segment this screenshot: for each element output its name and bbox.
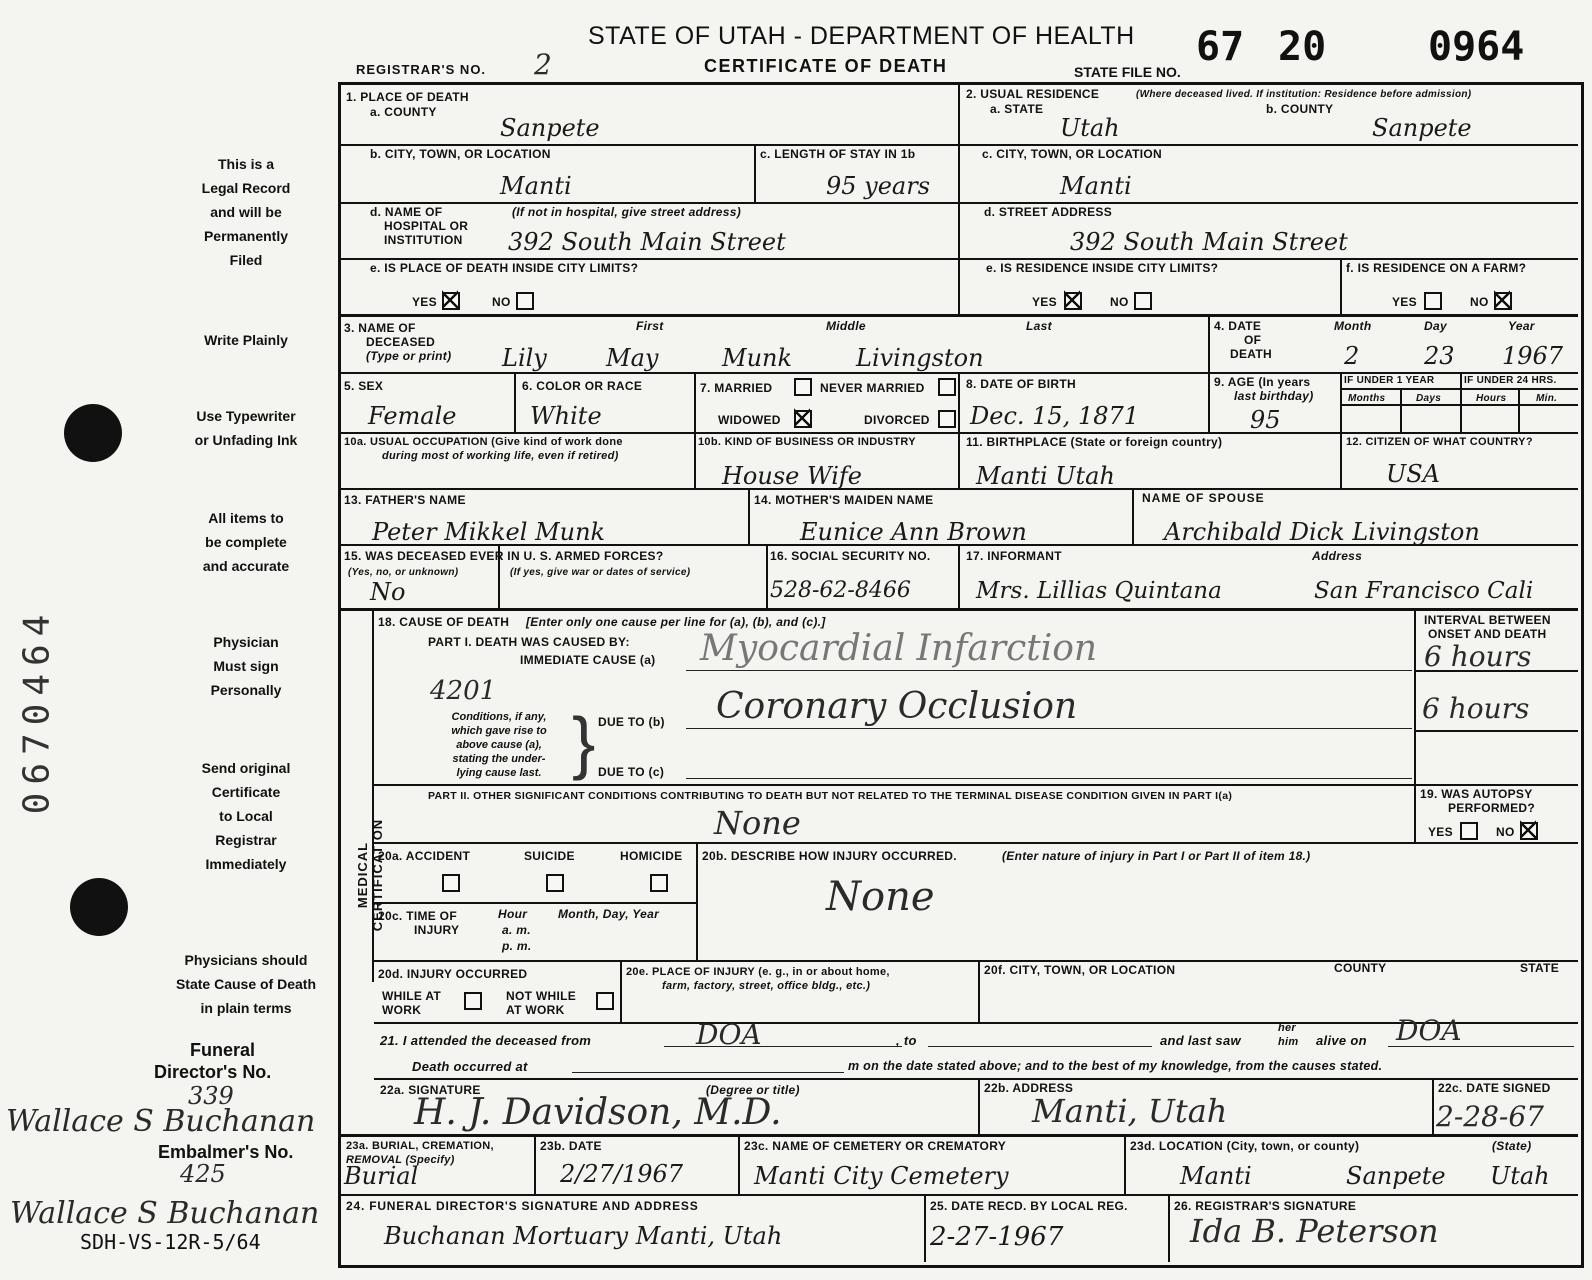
describe-injury-label: 20b. DESCRIBE HOW INJURY OCCURRED. (702, 849, 957, 863)
residence-street-label: d. STREET ADDRESS (984, 205, 1113, 219)
death-occurred-label: Death occurred at (412, 1059, 528, 1074)
place-inside-yes-checkbox[interactable] (442, 292, 460, 310)
disposition-label-1: 23a. BURIAL, CREMATION, (346, 1140, 494, 1152)
autopsy-label-2: PERFORMED? (1448, 801, 1535, 815)
location-state-value: Utah (1490, 1162, 1550, 1190)
farm-yes-checkbox[interactable] (1424, 292, 1442, 310)
first-name-value: Lily (502, 344, 547, 372)
not-while-at-work-checkbox[interactable] (596, 992, 614, 1010)
stay-length-value: 95 years (826, 172, 931, 200)
registrar-signature-label: 26. REGISTRAR'S SIGNATURE (1174, 1199, 1357, 1213)
citizen-value: USA (1386, 460, 1440, 488)
suicide-checkbox[interactable] (546, 874, 564, 892)
not-while-at-work-label-1: NOT WHILE (506, 989, 577, 1003)
place-inside-no-label: NO (492, 295, 511, 309)
file-no-part-2: 20 (1278, 24, 1327, 70)
death-date-label-1: 4. DATE (1214, 319, 1262, 333)
ssn-label: 16. SOCIAL SECURITY NO. (770, 549, 931, 563)
her-label: her (1278, 1022, 1297, 1034)
residence-label: 2. USUAL RESIDENCE (966, 87, 1100, 101)
place-inside-yes-label: YES (412, 295, 437, 309)
attended-label: 21. I attended the deceased from (380, 1033, 592, 1048)
hospital-note: (If not in hospital, give street address) (512, 205, 742, 219)
father-name-value: Peter Mikkel Munk (372, 518, 606, 546)
suicide-label: SUICIDE (524, 849, 575, 863)
conditions-note: Conditions, if any, which gave rise to above cause (a), stating the under- lying cause last. (451, 711, 547, 779)
embalmer-no-label: Embalmer's No. (158, 1142, 294, 1162)
stay-length-label: c. LENGTH OF STAY IN 1b (760, 147, 916, 161)
registrar-signature-value: Ida B. Peterson (1190, 1212, 1439, 1250)
place-city-label: b. CITY, TOWN, OR LOCATION (370, 147, 551, 161)
physician-address-label: 22b. ADDRESS (984, 1081, 1074, 1095)
race-value: White (530, 402, 602, 430)
degree-label: (Degree or title) (706, 1083, 800, 1097)
autopsy-yes-label: YES (1428, 825, 1453, 839)
deceased-name-label-1: 3. NAME OF (344, 321, 416, 335)
punch-hole-bottom (70, 878, 128, 936)
last-saw-label: and last saw (1160, 1033, 1241, 1048)
time-injury-label-2: INJURY (414, 923, 460, 937)
punch-hole-top (64, 404, 122, 462)
death-day-value: 23 (1424, 342, 1455, 370)
place-inside-city-label: e. IS PLACE OF DEATH INSIDE CITY LIMITS? (370, 261, 639, 275)
residence-inside-label: e. IS RESIDENCE INSIDE CITY LIMITS? (986, 261, 1219, 275)
last-name-value: Livingston (856, 344, 984, 372)
place-of-death-label: 1. PLACE OF DEATH (346, 90, 469, 104)
citizen-label: 12. CITIZEN OF WHAT COUNTRY? (1346, 436, 1533, 448)
spouse-name-label: NAME OF SPOUSE (1142, 491, 1265, 505)
date-signed-value: 2-28-67 (1436, 1100, 1544, 1133)
residence-county-value: Sanpete (1372, 114, 1472, 142)
first-name-value-2: May (606, 344, 659, 372)
business-value: House Wife (722, 462, 862, 490)
vertical-serial-number: 0670464 (16, 606, 58, 815)
race-label: 6. COLOR OR RACE (522, 379, 643, 393)
residence-inside-no-checkbox[interactable] (1134, 292, 1152, 310)
never-married-label: NEVER MARRIED (820, 381, 925, 395)
disposition-value: Burial (344, 1162, 419, 1190)
date-received-label: 25. DATE RECD. BY LOCAL REG. (930, 1199, 1128, 1213)
cemetery-value: Manti City Cemetery (754, 1162, 1009, 1190)
hospital-value: 392 South Main Street (508, 228, 786, 256)
middle-name-value: Munk (722, 344, 793, 372)
business-label: 10b. KIND OF BUSINESS OR INDUSTRY (698, 436, 916, 448)
hospital-label-1: d. NAME OF (370, 205, 443, 219)
hospital-label-3: INSTITUTION (384, 233, 463, 247)
middle-name-label: Middle (826, 319, 866, 333)
form-code: SDH-VS-12R-5/64 (80, 1230, 261, 1254)
armed-forces-note-2: (If yes, give war or dates of service) (510, 567, 691, 578)
death-month-label: Month (1334, 319, 1372, 333)
residence-state-value: Utah (1060, 114, 1120, 142)
write-plainly-note: Write Plainly (204, 332, 288, 348)
married-label: 7. MARRIED (700, 381, 773, 395)
birth-date-value: Dec. 15, 1871 (970, 402, 1140, 430)
date-signed-label: 22c. DATE SIGNED (1438, 1081, 1551, 1095)
residence-street-value: 392 South Main Street (1070, 228, 1348, 256)
under-24-hrs-label: IF UNDER 24 HRS. (1464, 375, 1557, 386)
file-no-part-1: 67 (1196, 24, 1245, 70)
injury-state-label: STATE (1520, 961, 1560, 975)
part2-value: None (714, 804, 801, 842)
birth-date-label: 8. DATE OF BIRTH (966, 377, 1076, 391)
father-name-label: 13. FATHER'S NAME (344, 493, 466, 507)
residence-county-label: b. COUNTY (1266, 102, 1334, 116)
death-month-value: 2 (1344, 342, 1360, 370)
age-label-2: last birthday) (1234, 389, 1314, 403)
complete-note: All items to be complete and accurate (202, 510, 290, 574)
mother-name-label: 14. MOTHER'S MAIDEN NAME (754, 493, 934, 507)
homicide-label: HOMICIDE (620, 849, 683, 863)
death-occurred-tail: m on the date stated above; and to the best of my knowledge, from the causes stated. (848, 1059, 1383, 1073)
death-year-label: Year (1508, 319, 1535, 333)
while-at-work-label-2: WORK (382, 1003, 422, 1017)
accident-checkbox[interactable] (442, 874, 460, 892)
embalmer-no-value: 425 (180, 1160, 226, 1188)
place-injury-label-2: farm, factory, street, office bldg., etc.) (662, 980, 871, 992)
burial-date-value: 2/27/1967 (560, 1160, 684, 1188)
part1-label: PART I. DEATH WAS CAUSED BY: (428, 635, 630, 649)
residence-inside-yes-checkbox[interactable] (1064, 292, 1082, 310)
injury-occurred-label: 20d. INJURY OCCURRED (378, 967, 528, 981)
residence-city-value: Manti (1060, 172, 1132, 200)
autopsy-no-label: NO (1496, 825, 1515, 839)
director-no-value: 339 (188, 1082, 234, 1110)
armed-forces-label: 15. WAS DECEASED EVER IN U. S. ARMED FORCES? (344, 549, 664, 563)
place-city-value: Manti (500, 172, 572, 200)
pm-label: p. m. (502, 939, 532, 953)
residence-state-label: a. STATE (990, 102, 1044, 116)
burial-date-label: 23b. DATE (540, 1139, 602, 1153)
funeral-label: Funeral (190, 1040, 256, 1060)
place-inside-no-checkbox[interactable] (516, 292, 534, 310)
alive-on-value: DOA (1396, 1014, 1462, 1047)
location-state-label: (State) (1492, 1139, 1532, 1153)
homicide-checkbox[interactable] (650, 874, 668, 892)
farm-no-checkbox[interactable] (1494, 292, 1512, 310)
widowed-checkbox[interactable] (794, 410, 812, 428)
farm-label: f. IS RESIDENCE ON A FARM? (1346, 261, 1527, 275)
minutes-label: Min. (1536, 393, 1558, 404)
informant-address-value: San Francisco Cali (1314, 578, 1534, 604)
state-file-label: STATE FILE NO. (1074, 64, 1181, 80)
injury-county-label: COUNTY (1334, 961, 1387, 975)
physician-signature: H. J. Davidson, M.D. (414, 1092, 782, 1133)
interval-a-value: 6 hours (1424, 640, 1532, 673)
age-label-1: 9. AGE (In years (1214, 375, 1311, 389)
signature-label: 22a. SIGNATURE (380, 1083, 481, 1097)
not-while-at-work-label-2: AT WORK (506, 1003, 565, 1017)
birthplace-label: 11. BIRTHPLACE (State or foreign country) (966, 435, 1223, 449)
under-1-year-label: IF UNDER 1 YEAR (1344, 375, 1435, 386)
due-to-b-value: Coronary Occlusion (716, 686, 1078, 727)
describe-injury-note: (Enter nature of injury in Part I or Part II of item 18.) (1002, 849, 1311, 863)
age-value: 95 (1250, 406, 1281, 434)
armed-forces-note-1: (Yes, no, or unknown) (348, 567, 459, 578)
widowed-label: WIDOWED (718, 413, 781, 427)
registrar-no-label: REGISTRAR'S NO. (356, 62, 487, 77)
residence-city-label: c. CITY, TOWN, OR LOCATION (982, 147, 1163, 161)
state-cause-note: Physicians should State Cause of Death in plain terms (175, 952, 317, 1016)
him-label: him (1278, 1036, 1299, 1048)
sex-label: 5. SEX (344, 379, 384, 393)
days-label: Days (1416, 393, 1442, 404)
hours-label: Hours (1476, 393, 1507, 404)
cause-of-death-note: [Enter only one cause per line for (a), (b), and (c).] (526, 615, 826, 629)
interval-b-value: 6 hours (1422, 692, 1530, 725)
cause-code: 4201 (430, 676, 497, 706)
first-name-label: First (636, 319, 664, 333)
director-signature: Wallace S Buchanan (6, 1104, 316, 1139)
death-day-label: Day (1424, 319, 1447, 333)
hospital-label-2: HOSPITAL OR (384, 219, 469, 233)
ssn-value: 528-62-8466 (770, 578, 911, 603)
hour-label: Hour (498, 907, 528, 921)
place-injury-label-1: 20e. PLACE OF INJURY (e. g., in or about home, (626, 966, 890, 978)
farm-yes-label: YES (1392, 295, 1417, 309)
send-original-note: Send original Certificate to Local Registrar Immediately (201, 760, 291, 872)
while-at-work-checkbox[interactable] (464, 992, 482, 1010)
physician-sign-note: Physician Must sign Personally (210, 634, 282, 698)
never-married-checkbox[interactable] (938, 378, 956, 396)
interval-label-1: INTERVAL BETWEEN (1424, 613, 1551, 627)
informant-address-label: Address (1312, 549, 1363, 563)
location-city-value: Manti (1180, 1162, 1252, 1190)
cause-of-death-label: 18. CAUSE OF DEATH (378, 615, 510, 629)
funeral-director-value: Buchanan Mortuary Manti, Utah (384, 1222, 783, 1250)
mother-name-value: Eunice Ann Brown (800, 518, 1027, 546)
accident-label: 20a. ACCIDENT (378, 849, 471, 863)
location-label: 23d. LOCATION (City, town, or county) (1130, 1139, 1360, 1153)
death-date-label-3: DEATH (1230, 347, 1272, 361)
death-year-value: 1967 (1502, 342, 1564, 370)
interval-label-2: ONSET AND DEATH (1428, 627, 1547, 641)
immediate-cause-value: Myocardial Infarction (700, 628, 1098, 669)
embalmer-signature: Wallace S Buchanan (10, 1196, 320, 1231)
autopsy-yes-checkbox[interactable] (1460, 822, 1478, 840)
last-name-label: Last (1026, 319, 1052, 333)
file-no-part-3: 0964 (1428, 24, 1525, 70)
legal-record-note: This is a Legal Record and will be Permanently Filed (201, 156, 291, 268)
time-injury-label-1: 20c. TIME OF (378, 909, 457, 923)
residence-note: (Where deceased lived. If institution: Residence before admission) (1136, 89, 1472, 100)
occupation-label-2: during most of working life, even if retired) (382, 450, 619, 462)
physician-address-value: Manti, Utah (1032, 1092, 1228, 1130)
describe-injury-value: None (826, 874, 935, 920)
married-checkbox[interactable] (794, 378, 812, 396)
deceased-name-label-2: DECEASED (366, 335, 436, 349)
registrar-no-value: 2 (534, 48, 552, 81)
attended-to-label: , to (896, 1033, 917, 1048)
farm-no-label: NO (1470, 295, 1489, 309)
spouse-name-value: Archibald Dick Livingston (1164, 518, 1480, 546)
part2-label: PART II. OTHER SIGNIFICANT CONDITIONS CONTRIBUTING TO DEATH BUT NOT RELATED TO THE TERMINAL DISEASE CONDITION GIVEN IN PART I(a) (428, 790, 1233, 802)
location-county-value: Sanpete (1346, 1162, 1446, 1190)
months-label: Months (1348, 393, 1386, 404)
am-label: a. m. (502, 923, 531, 937)
place-county-label: a. COUNTY (370, 105, 437, 119)
divorced-label: DIVORCED (864, 413, 930, 427)
alive-on-label: alive on (1316, 1033, 1367, 1048)
certificate-title: CERTIFICATE OF DEATH (704, 56, 948, 76)
typewriter-note: Use Typewriter or Unfading Ink (194, 408, 298, 448)
attended-from-value: DOA (696, 1018, 762, 1051)
funeral-director-label: 24. FUNERAL DIRECTOR'S SIGNATURE AND ADDRESS (346, 1199, 699, 1213)
date-received-value: 2-27-1967 (930, 1222, 1064, 1252)
birthplace-value: Manti Utah (976, 462, 1115, 490)
medical-certification-label: MEDICAL CERTIFICATION (355, 818, 385, 932)
occupation-label-1: 10a. USUAL OCCUPATION (Give kind of work done (344, 436, 623, 448)
deceased-name-label-3: (Type or print) (366, 349, 452, 363)
director-no-label: Director's No. (154, 1062, 272, 1082)
disposition-label-2: REMOVAL (Specify) (346, 1154, 455, 1166)
due-to-c-label: DUE TO (c) (598, 765, 665, 779)
sex-value: Female (368, 402, 457, 430)
immediate-cause-label: IMMEDIATE CAUSE (a) (520, 653, 656, 667)
autopsy-no-checkbox[interactable] (1520, 822, 1538, 840)
mdy-label: Month, Day, Year (558, 907, 660, 921)
informant-label: 17. INFORMANT (966, 549, 1062, 563)
residence-inside-yes-label: YES (1032, 295, 1057, 309)
injury-city-label: 20f. CITY, TOWN, OR LOCATION (984, 963, 1176, 977)
place-county-value: Sanpete (500, 114, 600, 142)
residence-inside-no-label: NO (1110, 295, 1129, 309)
while-at-work-label-1: WHILE AT (382, 989, 442, 1003)
informant-value: Mrs. Lillias Quintana (976, 578, 1222, 604)
death-date-label-2: OF (1244, 333, 1262, 347)
divorced-checkbox[interactable] (938, 410, 956, 428)
armed-forces-value: No (370, 578, 406, 606)
autopsy-label-1: 19. WAS AUTOPSY (1420, 787, 1533, 801)
due-to-b-label: DUE TO (b) (598, 715, 665, 729)
state-department-heading: STATE OF UTAH - DEPARTMENT OF HEALTH (588, 22, 1135, 50)
cemetery-label: 23c. NAME OF CEMETERY OR CREMATORY (744, 1139, 1007, 1153)
